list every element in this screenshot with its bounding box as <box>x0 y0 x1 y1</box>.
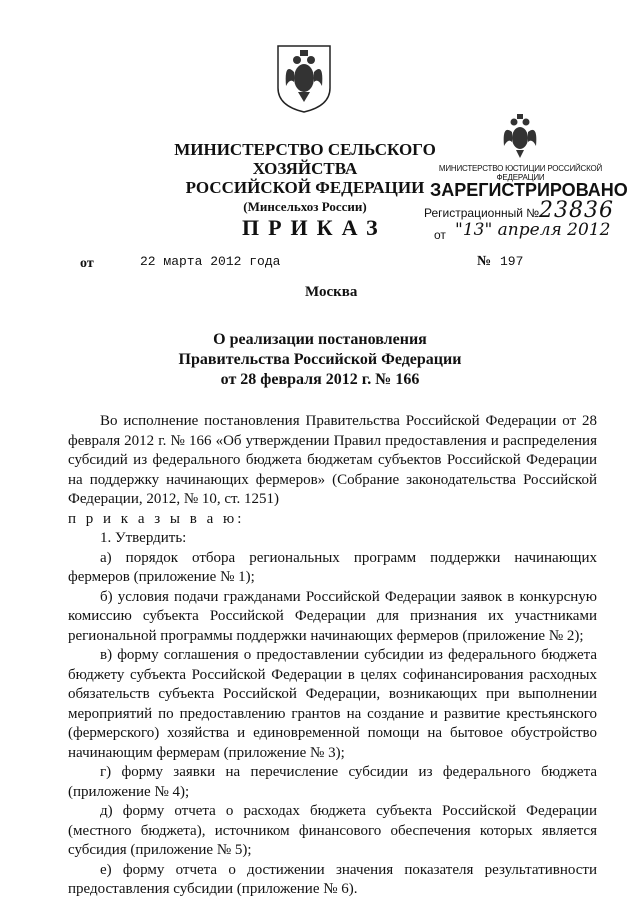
body-item-b: б) условия подачи гражданами Российской Федерации заявок в конкурсную комиссию субъекта Российской Федерации для признания их участниками региональной программы поддержки начинающих фермеров (приложение № 2); <box>68 588 597 644</box>
body-item-1: 1. Утвердить: <box>100 530 187 546</box>
stamp-reg-label: Регистрационный № <box>424 206 540 220</box>
ministry-name-line2: РОССИЙСКОЙ ФЕДЕРАЦИИ <box>185 178 425 197</box>
document-date: 22 марта 2012 года <box>140 254 281 269</box>
stamp-status: ЗАРЕГИСТРИРОВАНО <box>430 180 628 200</box>
body-item-d: г) форму заявки на перечисление субсидии из федерального бюджета (приложение № 4); <box>68 764 597 800</box>
body-intro: Во исполнение постановления Правительства Российской Федерации от 28 февраля 2012 г. № 166 «Об утверждении Правил предоставления и распределения субсидий из федерального бюджета бюджетам субъектов Российской Федерации на поддержку начинающих фермеров» (Собрание законодательства Российской Федерации, 2012, № 10, ст. 1251) <box>68 413 597 507</box>
document-city: Москва <box>305 284 358 300</box>
ministry-heading <box>155 140 455 216</box>
body-item-a: а) порядок отбора региональных программ поддержки начинающих фермеров (приложение № 1); <box>68 549 597 585</box>
subject-line2: Правительства Российской Федерации <box>178 351 462 368</box>
document-number: 197 <box>500 254 524 269</box>
date-from-label: от <box>80 256 94 271</box>
subject-line1: О реализации постановления <box>213 331 427 348</box>
number-sign: № <box>477 254 492 269</box>
document-type: ПРИКАЗ <box>242 215 387 240</box>
stamp-date-value: "13" апреля 2012 <box>455 220 611 240</box>
body-item-c: в) форму соглашения о предоставлении субсидии из федерального бюджета бюджету субъекта Российской Федерации в целях софинансирования расходных обязательств субъекта Российской Федерации, возникающих при выполнении мероприятий по предоставлению грантов на создание и развитие крестьянского (фермерского) хозяйства и единовременной помощи на бытовое обустройство начинающим фермерам (приложение № 3); <box>68 647 597 761</box>
stamp-reg-number: 23836 <box>539 198 614 223</box>
body-item-f: е) форму отчета о достижении значения показателя результативности предоставления субсидии (приложение № 6). <box>68 861 597 897</box>
body-item-e: д) форму отчета о расходах бюджета субъекта Российской Федерации (местного бюджета), источником финансового обеспечения которых является субсидия (приложение № 5); <box>68 803 597 858</box>
ministry-short-name: (Минсельхоз России) <box>243 199 367 214</box>
stamp-emblem-icon <box>498 112 542 160</box>
document-body <box>68 412 597 900</box>
subject-line3: от 28 февраля 2012 г. № 166 <box>220 371 420 388</box>
stamp-date-label: от <box>434 228 446 242</box>
body-order-word: п р и к а з ы в а ю: <box>68 510 245 527</box>
registration-stamp <box>418 110 628 250</box>
ministry-name-line1: МИНИСТЕРСТВО СЕЛЬСКОГО ХОЗЯЙСТВА <box>174 140 436 178</box>
emblem-icon <box>272 42 336 114</box>
stamp-agency: МИНИСТЕРСТВО ЮСТИЦИИ РОССИЙСКОЙ ФЕДЕРАЦИИ <box>438 164 603 182</box>
document-subject <box>170 330 470 390</box>
